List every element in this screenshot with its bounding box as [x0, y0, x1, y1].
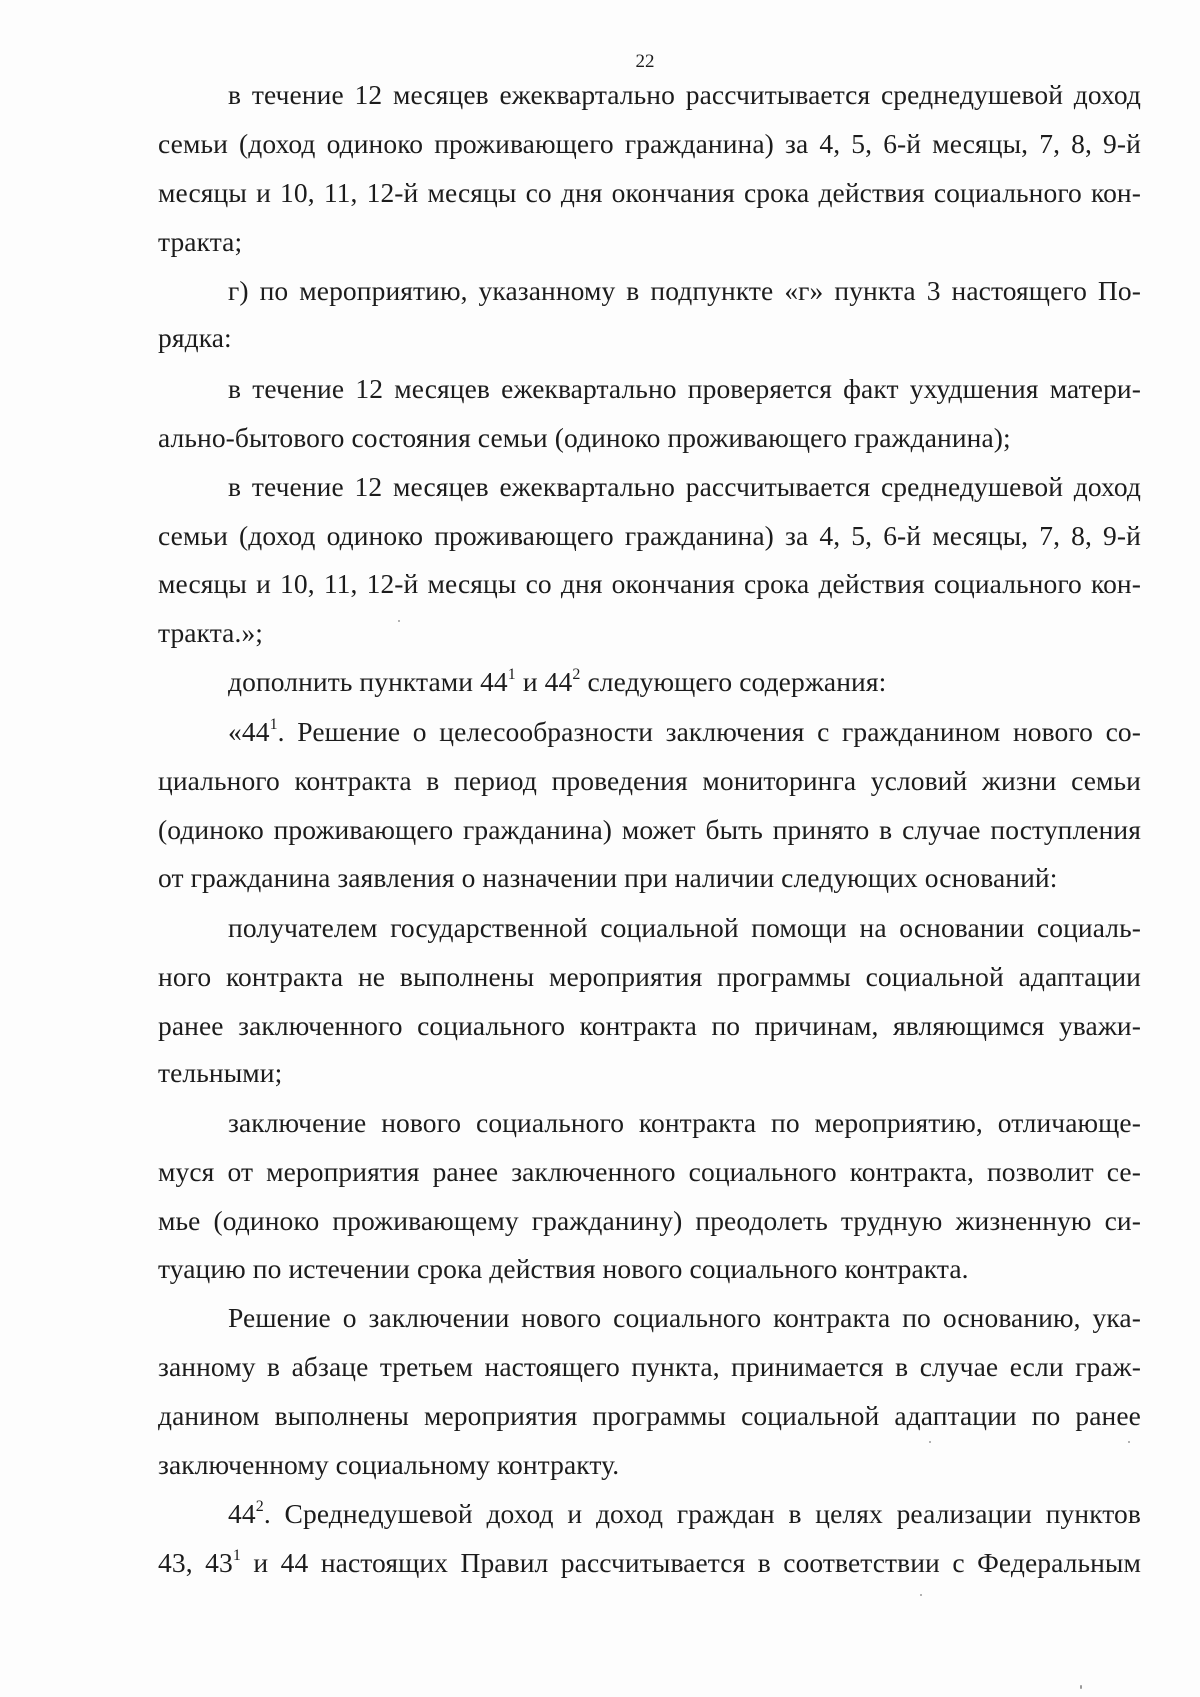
text-line: ально-бытового состояния семьи (одиноко проживающего гражданина); [158, 422, 1011, 453]
text-line: месяцы и 10, 11, 12-й месяцы со дня окончания срока действия социального кон- [158, 177, 1141, 208]
text-line [228, 712, 1141, 752]
text-line: муся от мероприятия ранее заключенного социального контракта, позволит се- [158, 1156, 1141, 1187]
text-line [158, 1543, 1141, 1583]
superscript: 1 [269, 716, 278, 733]
text-fragment: дополнить пунктами 44 [228, 666, 508, 697]
superscript: 2 [255, 1498, 264, 1515]
text-line: тракта.»; [158, 617, 264, 648]
text-fragment: «44 [228, 716, 270, 747]
text-line: в течение 12 месяцев ежеквартально рассчитывается среднедушевой доход [228, 79, 1141, 110]
scan-speck [929, 1441, 931, 1443]
scan-speck [398, 620, 400, 622]
text-line: от гражданина заявления о назначении при наличии следующих оснований: [158, 862, 1058, 893]
text-line: заключенному социальному контракту. [158, 1449, 620, 1480]
text-fragment: 44 [228, 1498, 256, 1529]
text-fragment: 43, 43 [158, 1547, 233, 1578]
text-line: тракта; [158, 226, 243, 257]
text-fragment: . Решение о целесообразности заключения с гражданином нового со- [277, 716, 1141, 747]
text-line: данином выполнены мероприятия программы социальной адаптации по ранее [158, 1400, 1141, 1431]
page-number: 22 [635, 51, 655, 72]
superscript: 1 [507, 666, 516, 683]
text-line [228, 662, 1141, 702]
text-fragment: . Среднедушевой доход и доход граждан в целях реализации пунктов [263, 1498, 1141, 1529]
text-line: г) по мероприятию, указанному в подпункте «г» пункта 3 настоящего По- [228, 275, 1141, 306]
text-line: тельными; [158, 1057, 283, 1088]
text-fragment: следующего содержания: [580, 666, 887, 697]
text-line: рядка: [158, 322, 232, 353]
text-line: заключение нового социального контракта по мероприятию, отличающе- [228, 1107, 1141, 1138]
scan-speck [1128, 1441, 1130, 1443]
text-line: получателем государственной социальной помощи на основании социаль- [228, 912, 1141, 943]
text-line: в течение 12 месяцев ежеквартально рассчитывается среднедушевой доход [228, 471, 1141, 502]
text-line: месяцы и 10, 11, 12-й месяцы со дня окончания срока действия социального кон- [158, 568, 1141, 599]
superscript: 2 [572, 666, 581, 683]
text-fragment: и 44 [515, 666, 573, 697]
text-fragment: и 44 настоящих Правил рассчитывается в соответствии с Федеральным [240, 1547, 1142, 1578]
text-line: в течение 12 месяцев ежеквартально проверяется факт ухудшения матери- [228, 373, 1141, 404]
scan-speck [1080, 1685, 1082, 1689]
text-line: туацию по истечении срока действия нового социального контракта. [158, 1253, 969, 1284]
text-line: семьи (доход одиноко проживающего гражданина) за 4, 5, 6-й месяцы, 7, 8, 9-й [158, 520, 1141, 551]
text-line: занному в абзаце третьем настоящего пункта, принимается в случае если граж- [158, 1351, 1141, 1382]
text-line: ного контракта не выполнены мероприятия программы социальной адаптации [158, 961, 1141, 992]
text-line: циального контракта в период проведения мониторинга условий жизни семьи [158, 765, 1141, 796]
text-line [228, 1494, 1141, 1534]
text-line: Решение о заключении нового социального контракта по основанию, ука- [228, 1302, 1141, 1333]
text-line: ранее заключенного социального контракта по причинам, являющимся уважи- [158, 1010, 1141, 1041]
text-line: мье (одиноко проживающему гражданину) преодолеть трудную жизненную си- [158, 1205, 1141, 1236]
superscript: 1 [232, 1547, 241, 1564]
scan-speck [920, 1594, 922, 1596]
text-line: (одиноко проживающего гражданина) может быть принято в случае поступления [158, 814, 1141, 845]
text-line: семьи (доход одиноко проживающего гражданина) за 4, 5, 6-й месяцы, 7, 8, 9-й [158, 128, 1141, 159]
